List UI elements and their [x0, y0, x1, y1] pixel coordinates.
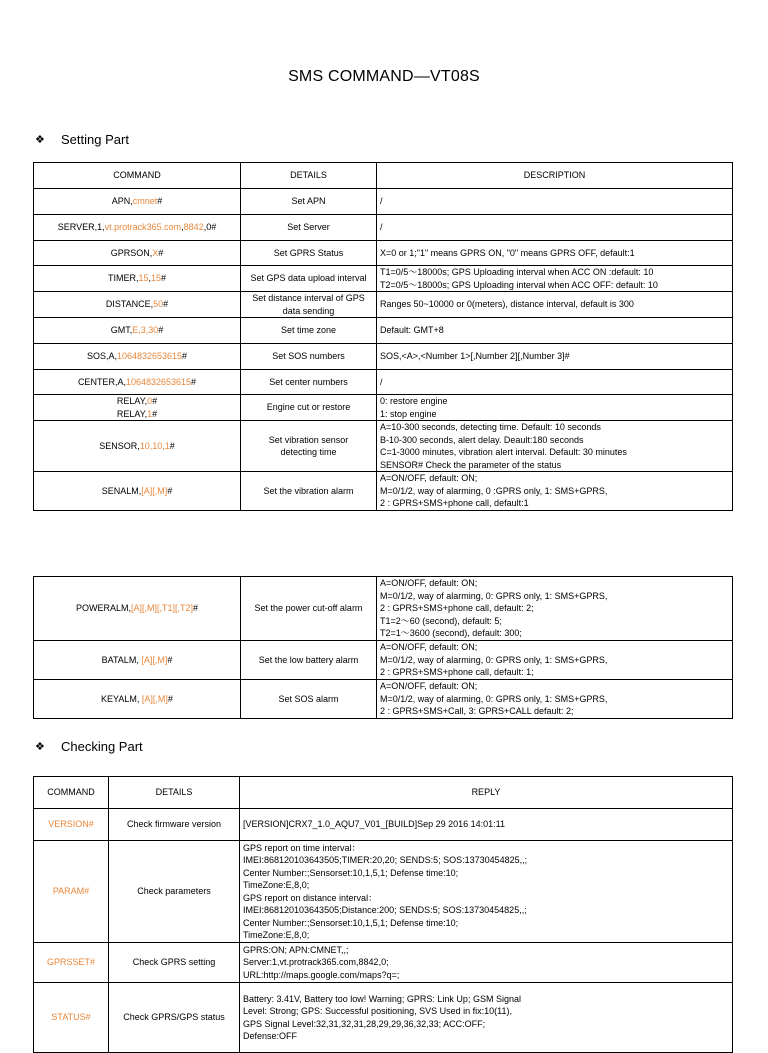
command-cell — [34, 841, 109, 943]
description-text: A=ON/OFF, default: ON; — [380, 473, 478, 484]
command-cell — [34, 241, 241, 266]
command-text: BATALM, — [101, 654, 142, 665]
command-text: # — [152, 408, 158, 419]
details-text: Set center numbers — [269, 376, 348, 387]
description-text: GPS Signal Level:32,31,32,31,28,29,29,36,32,33; ACC:OFF; — [243, 1018, 486, 1029]
details-text: Set time zone — [280, 325, 337, 336]
details-text: Engine cut or restore — [266, 402, 351, 413]
command-text: # — [167, 654, 173, 665]
description-cell — [240, 983, 733, 1053]
setting-section-heading — [35, 132, 129, 147]
description-text: GPS report on distance interval： — [243, 892, 378, 903]
description-text: Server:1,vt.protrack365.com,8842,0; — [243, 957, 389, 968]
checking-heading-text: Checking Part — [61, 739, 143, 754]
table-row — [34, 292, 733, 318]
setting-heading-text: Setting Part — [61, 132, 129, 147]
command-text: ,0# — [203, 222, 217, 233]
command-parameter: 1064832653615 — [116, 351, 183, 362]
checking-table — [33, 776, 733, 1053]
command-cell — [34, 189, 241, 215]
command-parameter: VERSION# — [48, 819, 94, 830]
details-cell — [241, 370, 377, 395]
diamond-bullet-icon: ❖ — [35, 134, 45, 146]
command-text: RELAY, — [116, 396, 148, 406]
command-text: # — [169, 440, 175, 451]
header-reply: REPLY — [240, 777, 733, 809]
table-row — [34, 215, 733, 241]
table-row — [34, 943, 733, 983]
details-cell — [241, 421, 377, 472]
table-row — [34, 577, 733, 641]
description-text: T2=0/5～18000s; GPS Uploading interval when ACC OFF: default: 10 — [380, 279, 658, 290]
table-row — [34, 983, 733, 1053]
command-cell — [34, 641, 241, 680]
details-cell — [109, 983, 240, 1053]
details-text: detecting time — [280, 447, 337, 457]
command-text: GMT, — [110, 325, 133, 336]
command-text: # — [163, 299, 169, 310]
table-row — [34, 680, 733, 719]
details-text: Set GPRS Status — [273, 247, 344, 258]
description-text: GPS report on time interval： — [243, 842, 361, 853]
checking-section-heading — [35, 739, 143, 754]
details-cell — [241, 215, 377, 241]
description-cell — [377, 318, 733, 344]
details-cell — [241, 292, 377, 318]
command-text: CENTER,A, — [77, 376, 126, 387]
details-text: Set the power cut-off alarm — [254, 603, 363, 614]
description-text: / — [380, 376, 383, 387]
table-row — [34, 472, 733, 511]
details-cell — [241, 680, 377, 719]
command-text: , — [181, 222, 184, 233]
description-text: A=ON/OFF, default: ON; — [380, 578, 478, 589]
details-cell — [241, 241, 377, 266]
command-text: APN, — [111, 196, 133, 207]
description-cell — [240, 809, 733, 841]
description-text: Center Number:;Sensorset:10,1,5,1; Defense time:10; — [243, 917, 459, 928]
description-text: X=0 or 1;"1" means GPRS ON, "0" means GPRS OFF, default:1 — [380, 247, 635, 258]
description-text: 0: restore engine — [380, 396, 448, 406]
command-parameter: 15 — [151, 273, 162, 284]
command-text: DISTANCE, — [105, 299, 154, 310]
command-parameter: cmnet — [132, 196, 158, 207]
description-cell — [240, 841, 733, 943]
details-text: Set vibration sensor — [268, 434, 349, 445]
description-cell — [377, 215, 733, 241]
description-cell — [377, 241, 733, 266]
table-row — [34, 809, 733, 841]
details-cell — [241, 395, 377, 421]
description-text: M=0/1/2, way of alarming, 0: GPRS only, 1: SMS+GPRS, — [380, 654, 608, 665]
details-text: Check parameters — [137, 886, 211, 897]
header-command: COMMAND — [34, 777, 109, 809]
description-text: T1=0/5～18000s; GPS Uploading interval when ACC ON :default: 10 — [380, 267, 654, 277]
description-cell — [377, 577, 733, 641]
details-text: Set GPS data upload interval — [250, 273, 367, 284]
description-text: T1=2～60 (second), default: 5; — [380, 615, 502, 626]
command-parameter: GPRSSET# — [46, 957, 95, 968]
description-text: 2 : GPRS+SMS+phone call, default: 1; — [380, 667, 534, 678]
command-text: KEYALM, — [101, 693, 142, 704]
description-text: / — [380, 222, 383, 233]
details-cell — [241, 641, 377, 680]
details-text: Set Server — [287, 222, 330, 233]
command-parameter: [A][,M][,T1][,T2] — [130, 603, 193, 614]
table-row — [34, 189, 733, 215]
table-row — [34, 641, 733, 680]
description-text: M=0/1/2, way of alarming, 0: GPRS only, 1: SMS+GPRS, — [380, 693, 608, 704]
command-text: # — [158, 325, 164, 336]
description-text: 1: stop engine — [380, 408, 437, 419]
command-parameter: E,3,30 — [132, 325, 159, 336]
description-text: SENSOR# Check the parameter of the status — [380, 459, 562, 470]
description-text: Ranges 50~10000 or 0(meters), distance interval, default is 300 — [380, 299, 634, 310]
table-row — [34, 370, 733, 395]
table-row — [34, 841, 733, 943]
details-cell — [109, 841, 240, 943]
description-text: Default: GMT+8 — [380, 325, 444, 336]
details-cell — [109, 943, 240, 983]
description-cell — [377, 395, 733, 421]
description-cell — [377, 292, 733, 318]
command-text: POWERALM, — [75, 603, 131, 614]
command-parameter: [A][,M] — [141, 654, 168, 665]
command-parameter: vt.protrack365.com — [104, 222, 182, 233]
command-parameter: X — [152, 247, 159, 258]
description-text: IMEI:868120103643505;Distance:200; SENDS:5; SOS:13730454825,,; — [243, 905, 527, 915]
description-text: A=10-300 seconds, detecting time. Default: 10 seconds — [380, 422, 601, 432]
description-cell — [377, 421, 733, 472]
details-cell — [241, 266, 377, 292]
command-parameter: [A][,M] — [141, 485, 168, 496]
details-text: Check GPRS/GPS status — [123, 1012, 225, 1023]
command-text: , — [148, 273, 151, 284]
description-cell — [377, 266, 733, 292]
command-text: # — [158, 247, 164, 258]
command-text: RELAY, — [116, 408, 148, 419]
description-text: C=1-3000 minutes, vibration alert interval. Default: 30 minutes — [380, 447, 627, 457]
description-text: T2=1～3600 (second), default: 300; — [380, 628, 522, 639]
table-row — [34, 395, 733, 421]
command-parameter: 50 — [153, 299, 164, 310]
description-cell — [377, 472, 733, 511]
description-text: 2 : GPRS+SMS+Call, 3: GPRS+CALL default: 2; — [380, 706, 574, 717]
header-command: COMMAND — [34, 163, 241, 189]
details-text: Set SOS numbers — [272, 351, 345, 362]
description-text: M=0/1/2, way of alarming, 0 :GPRS only, 1: SMS+GPRS, — [380, 485, 608, 496]
command-cell — [34, 809, 109, 841]
command-parameter: 8842 — [183, 222, 204, 233]
description-text: 2 : GPRS+SMS+phone call, default:1 — [380, 498, 529, 509]
command-text: SENSOR, — [99, 440, 140, 451]
description-text: M=0/1/2, way of alarming, 0: GPRS only, 1: SMS+GPRS, — [380, 590, 608, 601]
command-parameter: 1064832653615 — [125, 376, 192, 387]
details-cell — [241, 472, 377, 511]
description-text: A=ON/OFF, default: ON; — [380, 681, 478, 692]
command-parameter: 0 — [147, 396, 153, 406]
command-text: TIMER, — [107, 273, 139, 284]
description-text: Center Number:;Sensorset:10,1,5,1; Defense time:10; — [243, 867, 459, 878]
command-cell — [34, 680, 241, 719]
table-row — [34, 344, 733, 370]
command-cell — [34, 472, 241, 511]
command-cell — [34, 395, 241, 421]
details-text: Check firmware version — [126, 819, 222, 830]
header-description: DESCRIPTION — [377, 163, 733, 189]
command-parameter: 15 — [138, 273, 149, 284]
command-text: # — [167, 485, 173, 496]
command-cell — [34, 215, 241, 241]
command-parameter: PARAM# — [52, 886, 90, 897]
details-cell — [241, 344, 377, 370]
description-text: IMEI:868120103643505;TIMER:20,20; SENDS:5; SOS:13730454825,,; — [243, 855, 528, 865]
details-cell — [241, 318, 377, 344]
header-details: DETAILS — [241, 163, 377, 189]
command-text: GPRSON, — [110, 247, 153, 258]
description-cell — [377, 641, 733, 680]
command-parameter: [A][,M] — [141, 693, 168, 704]
description-text: Level: Strong; GPS: Successful positioning, SVS Used in fix:10(11), — [243, 1006, 512, 1016]
command-cell — [34, 292, 241, 318]
description-text: TimeZone:E,8,0; — [243, 930, 310, 940]
description-text: Defense:OFF — [243, 1031, 298, 1041]
details-text: data sending — [282, 305, 335, 316]
description-text: 2 : GPRS+SMS+phone call, default: 2; — [380, 603, 534, 614]
details-text: Set the low battery alarm — [258, 654, 359, 665]
details-text: Set the vibration alarm — [263, 485, 354, 496]
command-text: # — [157, 196, 163, 207]
setting-table — [33, 162, 733, 511]
description-text: [VERSION]CRX7_1.0_AQU7_V01_[BUILD]Sep 29 2016 14:01:11 — [243, 819, 505, 830]
description-cell — [377, 189, 733, 215]
command-cell — [34, 344, 241, 370]
command-parameter: 10,10,1 — [139, 440, 170, 451]
description-text: A=ON/OFF, default: ON; — [380, 642, 478, 653]
command-text: # — [191, 376, 197, 387]
command-text: SENALM, — [101, 485, 142, 496]
command-cell — [34, 577, 241, 641]
table-row — [34, 318, 733, 344]
page-title: SMS COMMAND—VT08S — [288, 68, 480, 85]
command-text: # — [182, 351, 188, 362]
description-cell — [377, 370, 733, 395]
table-row — [34, 421, 733, 472]
description-text: / — [380, 196, 383, 207]
command-text: # — [167, 693, 173, 704]
description-text: TimeZone:E,8,0; — [243, 880, 310, 890]
description-text: SOS,<A>,<Number 1>[,Number 2][,Number 3]# — [380, 351, 570, 362]
description-text: Battery: 3.41V, Battery too low! Warning; GPRS: Link Up; GSM Signal — [243, 993, 521, 1004]
details-text: Set APN — [291, 196, 326, 207]
description-text: GPRS:ON; APN:CMNET,,; — [243, 944, 349, 955]
command-parameter: STATUS# — [51, 1012, 91, 1023]
details-cell — [109, 809, 240, 841]
command-cell — [34, 318, 241, 344]
details-cell — [241, 189, 377, 215]
table-row — [34, 241, 733, 266]
description-cell — [240, 943, 733, 983]
header-details: DETAILS — [109, 777, 240, 809]
command-parameter: 1 — [147, 408, 153, 419]
description-cell — [377, 344, 733, 370]
description-text: B-10-300 seconds, alert delay. Deault:180 seconds — [380, 434, 584, 445]
details-text: Set distance interval of GPS — [252, 293, 365, 303]
details-text: Check GPRS setting — [132, 957, 216, 968]
command-cell — [34, 421, 241, 472]
command-cell — [34, 943, 109, 983]
command-cell — [34, 370, 241, 395]
diamond-bullet-icon: ❖ — [35, 741, 45, 753]
command-text: # — [152, 396, 158, 406]
command-text: SOS,A, — [86, 351, 117, 362]
table-row — [34, 266, 733, 292]
description-text: URL:http://maps.google.com/maps?q=; — [243, 969, 400, 980]
command-cell — [34, 983, 109, 1053]
alarm-table — [33, 576, 733, 719]
command-cell — [34, 266, 241, 292]
command-line — [37, 408, 237, 421]
command-text: # — [161, 273, 167, 284]
details-text: Set SOS alarm — [278, 693, 339, 704]
command-text: # — [193, 603, 199, 614]
details-cell — [241, 577, 377, 641]
command-line — [37, 395, 237, 408]
description-cell — [377, 680, 733, 719]
command-text: SERVER,1, — [57, 222, 105, 233]
